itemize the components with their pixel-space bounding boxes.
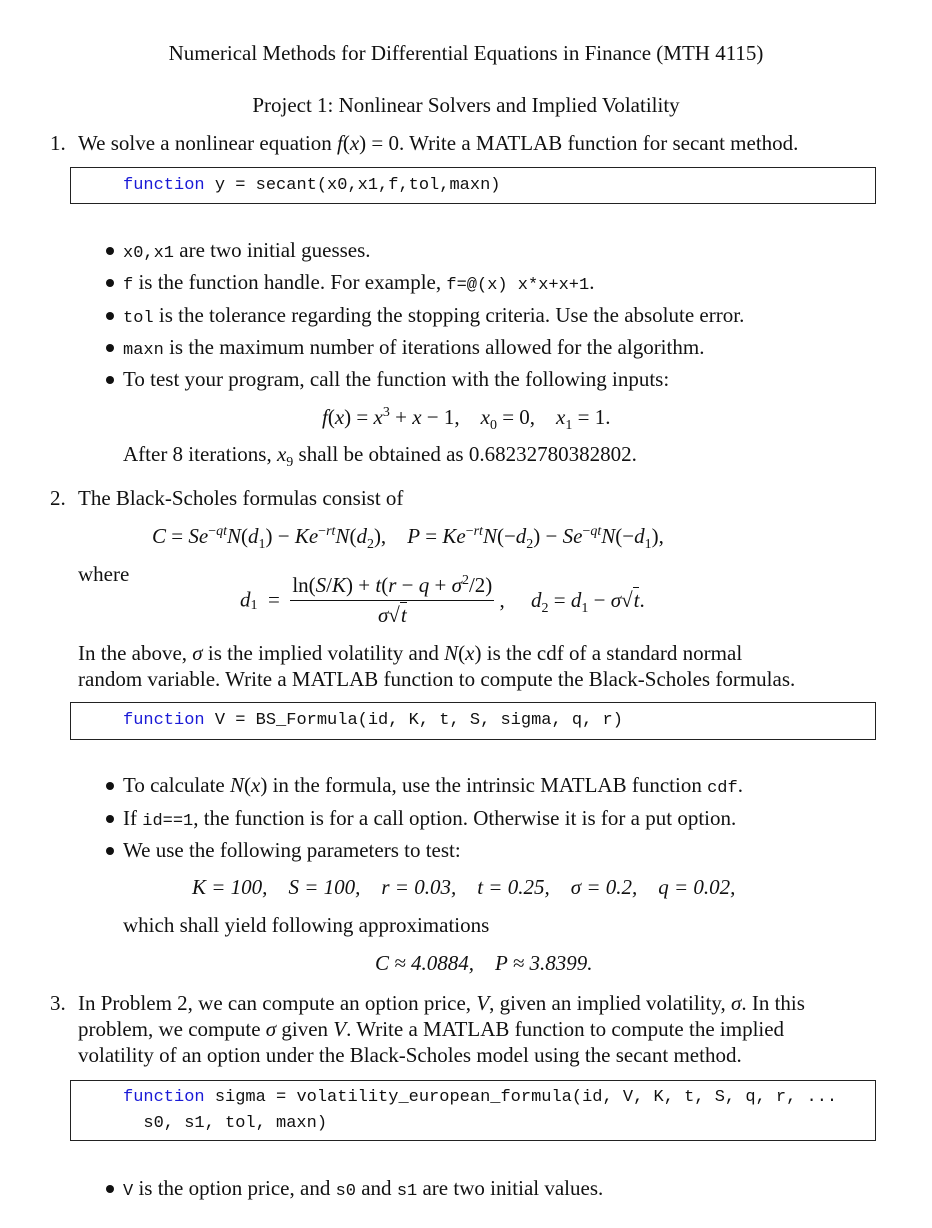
secant-signature: function y = secant(x0,x1,f,tol,maxn)	[123, 176, 501, 195]
problem3-number: 3.	[50, 991, 66, 1015]
volatility-signature-line1: function sigma = volatility_european_formula(id, V, K, t, S, q, r, ...	[123, 1088, 838, 1107]
p1-test-equation: $f(x) = x^3 + x - 1$, $x_0 = 0$, $x_1 = 1$.	[322, 405, 611, 434]
volatility-signature-line2: s0, s1, tol, maxn)	[123, 1114, 328, 1133]
problem2-number: 2.	[50, 486, 66, 510]
bullet-dot	[106, 847, 114, 855]
d1-d2-formulas: $d_1$ = $\frac{\ln(S/K) + t(r - q + \sigma^2/2)}{\sigma√t}$ , $d_2 = d_1 - \sigma√t$.	[240, 573, 645, 627]
p1-bullet-function-handle: f is the function handle. For example, f=@(x) x*x+x+1.	[123, 270, 595, 295]
p2-test-parameters: K = 100, S = 100, r = 0.03, t = 0.25, σ = 0.2, q = 0.02,	[192, 875, 736, 899]
problem2-intro: The Black-Scholes formulas consist of	[78, 486, 404, 510]
problem3-line3: volatility of an option under the Black-Scholes model using the secant method.	[78, 1043, 742, 1067]
p1-bullet-tolerance: tol is the tolerance regarding the stopping criteria. Use the absolute error.	[123, 303, 745, 328]
p1-result: After 8 iterations, $x_9$ shall be obtained as 0.68232780382802.	[123, 442, 637, 471]
bullet-dot	[106, 344, 114, 352]
p1-bullet-maxn: maxn is the maximum number of iterations allowed for the algorithm.	[123, 335, 705, 360]
bs-formula-signature-box	[70, 702, 876, 740]
course-title: Numerical Methods for Differential Equations in Finance (MTH 4115)	[168, 41, 764, 65]
volatility-signature-box	[70, 1080, 876, 1141]
bullet-dot	[106, 376, 114, 384]
problem1-intro: We solve a nonlinear equation f(x) = 0. Write a MATLAB function for secant method.	[78, 131, 799, 155]
bullet-dot	[106, 782, 114, 790]
problem3-line1: In Problem 2, we can compute an option price, V, given an implied volatility, σ. In this	[78, 991, 805, 1015]
p2-bullet-cdf: To calculate N(x) in the formula, use the intrinsic MATLAB function cdf.	[123, 773, 743, 798]
problem1-number: 1.	[50, 131, 66, 155]
project-title: Project 1: Nonlinear Solvers and Implied Volatility	[252, 93, 680, 117]
p3-bullet-option-price: V is the option price, and s0 and s1 are two initial values.	[123, 1176, 604, 1201]
where-label: where	[78, 562, 130, 586]
p2-paragraph-line2: random variable. Write a MATLAB function to compute the Black-Scholes formulas.	[78, 667, 796, 691]
p2-bullet-call-put: If id==1, the function is for a call option. Otherwise it is for a put option.	[123, 806, 737, 831]
bullet-dot	[106, 247, 114, 255]
bullet-dot	[106, 815, 114, 823]
bullet-dot	[106, 312, 114, 320]
bullet-dot	[106, 1185, 114, 1193]
p1-bullet-test: To test your program, call the function with the following inputs:	[123, 367, 670, 391]
black-scholes-formulas: $C = Se^{-qt}N(d_1) - Ke^{-rt}N(d_2)$, $P = Ke^{-rt}N(-d_2) - Se^{-qt}N(-d_1)$,	[152, 524, 664, 553]
bullet-dot	[106, 279, 114, 287]
secant-signature-box	[70, 167, 876, 204]
p2-yield-text: which shall yield following approximations	[123, 913, 490, 937]
p1-bullet-initial-guesses: x0,x1 are two initial guesses.	[123, 238, 371, 263]
p2-approximations: C ≈ 4.0884, P ≈ 3.8399.	[375, 951, 593, 975]
bs-formula-signature: function V = BS_Formula(id, K, t, S, sigma, q, r)	[123, 711, 623, 730]
problem3-line2: problem, we compute σ given V. Write a MATLAB function to compute the implied	[78, 1017, 785, 1041]
p2-bullet-params-intro: We use the following parameters to test:	[123, 838, 461, 862]
p2-paragraph-line1: In the above, σ is the implied volatility and N(x) is the cdf of a standard normal	[78, 641, 743, 665]
